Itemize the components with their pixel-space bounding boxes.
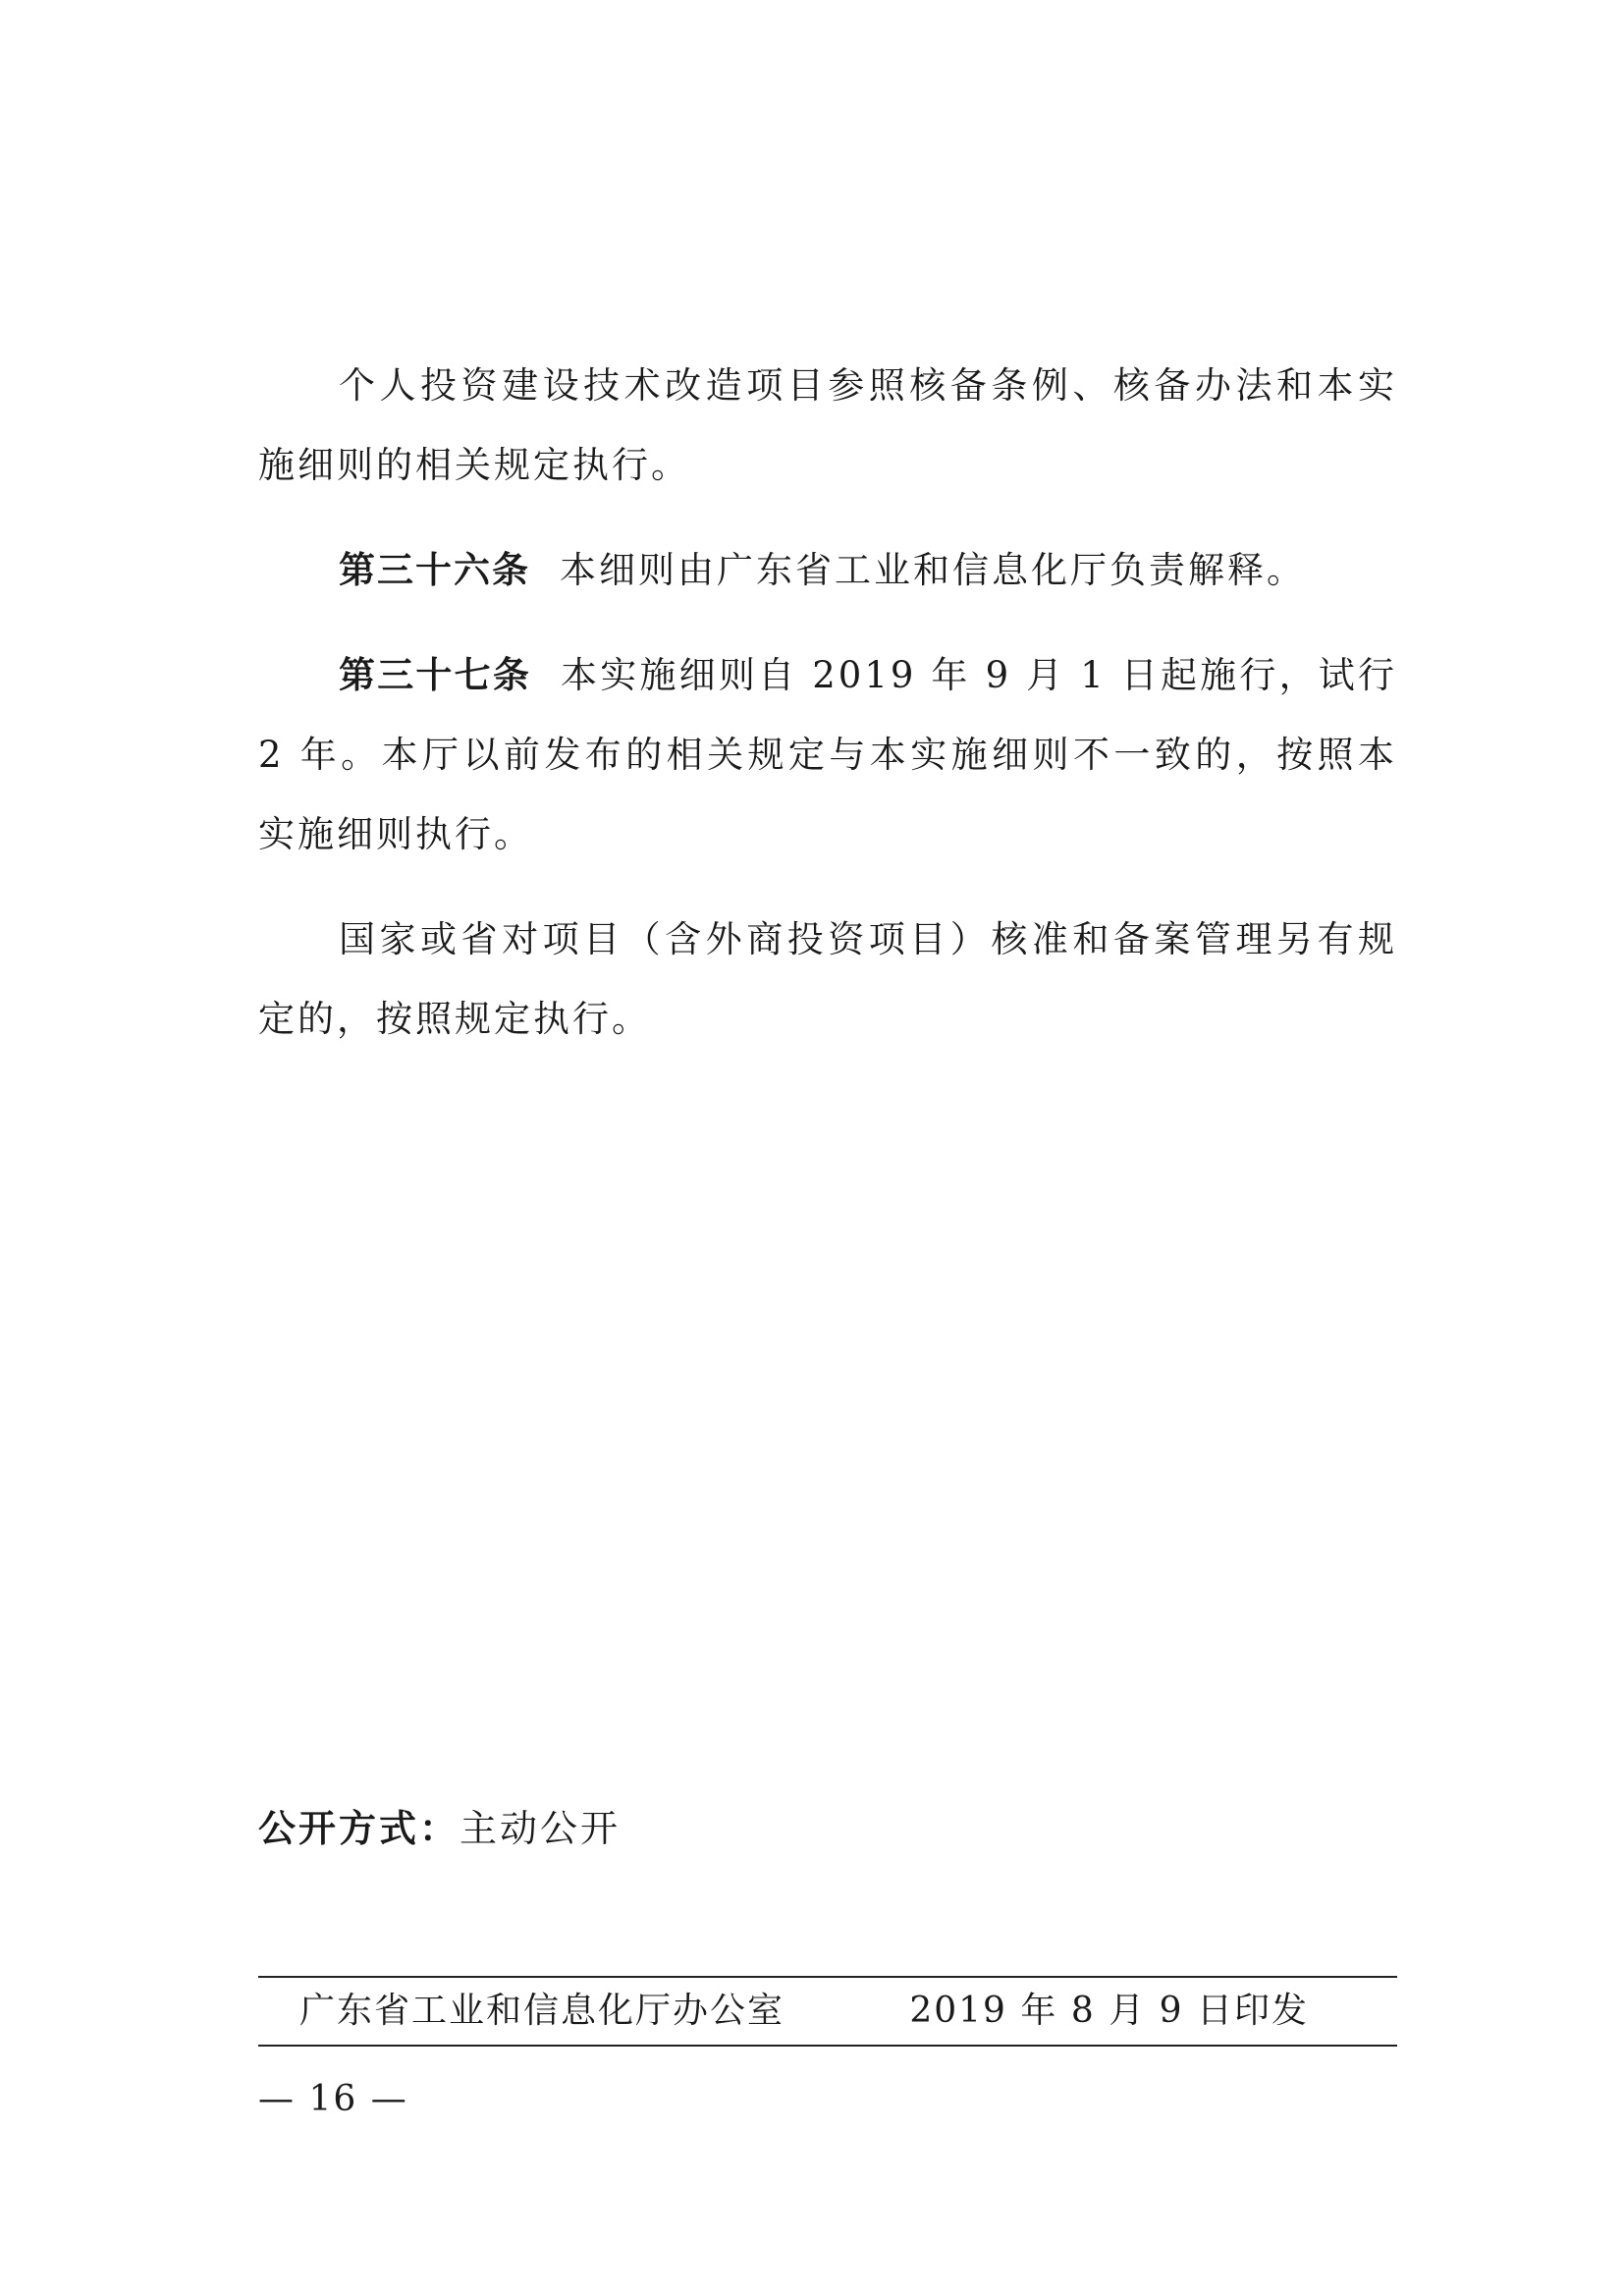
article-36-label: 第三十六条	[339, 549, 530, 591]
footer-top-rule	[258, 1976, 1397, 1978]
disclosure-method	[258, 1799, 621, 1858]
issue-date: 2019 年 8 月 9 日印发	[909, 1991, 1309, 2031]
footer-issuance-row	[258, 1982, 1397, 2041]
article-36-text: 本细则由广东省工业和信息化厅负责解释。	[560, 549, 1306, 591]
issuer-office: 广东省工业和信息化厅办公室	[299, 1991, 785, 2031]
article-37-label: 第三十七条	[339, 654, 532, 696]
disclosure-label: 公开方式：	[258, 1807, 460, 1850]
paragraph-personal-investment: 个人投资建设技术改造项目参照核备条例、核备办法和本实施细则的相关规定执行。	[258, 364, 1397, 486]
paragraph-national-provincial: 国家或省对项目（含外商投资项目）核准和备案管理另有规定的，按照规定执行。	[258, 918, 1397, 1040]
article-36	[258, 530, 1397, 610]
disclosure-value: 主动公开	[460, 1807, 622, 1850]
footer-bottom-rule	[258, 2045, 1397, 2047]
article-37-text: 本实施细则自 2019 年 9 月 1 日起施行，试行 2 年。本厅以前发布的相关规定与本实施细则不一致的，按照本实施细则执行。	[258, 654, 1398, 855]
article-37	[258, 635, 1397, 874]
page-number: — 16 —	[258, 2079, 408, 2119]
document-body	[258, 346, 1397, 1059]
